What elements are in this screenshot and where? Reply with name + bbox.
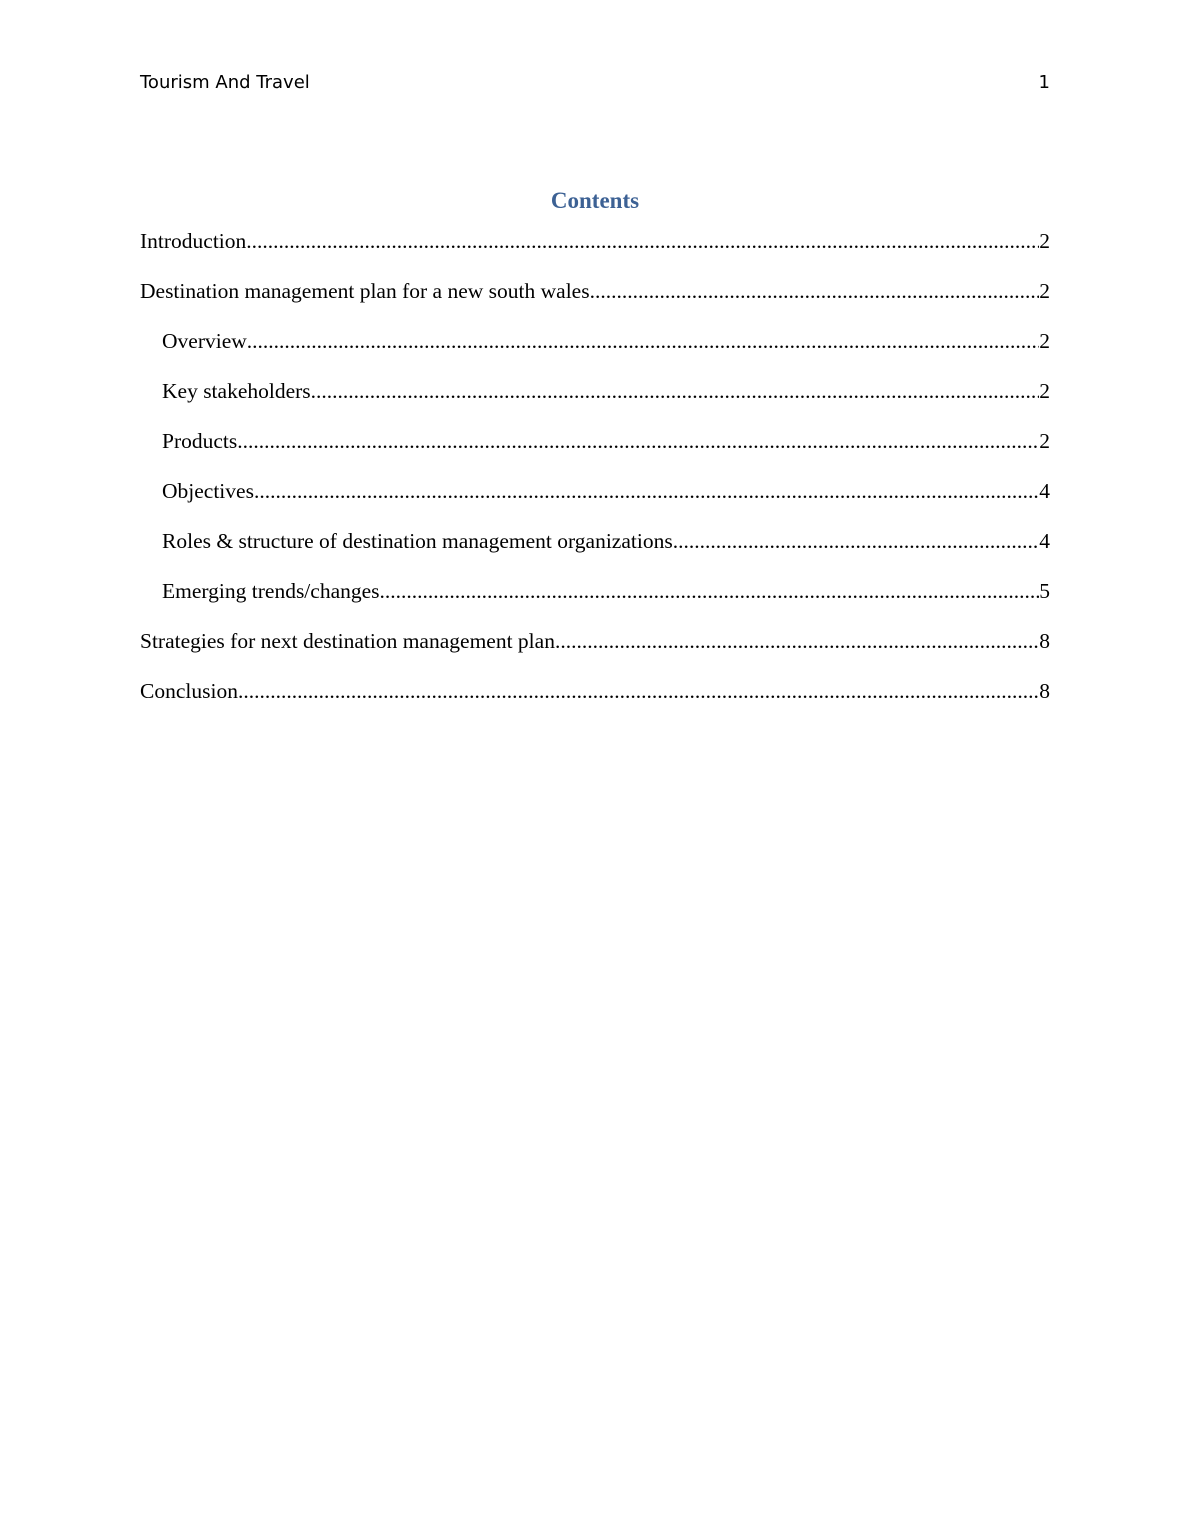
toc-entry-overview[interactable] bbox=[140, 326, 1050, 376]
toc-entry-page: 2 bbox=[1039, 429, 1050, 453]
header-page-number: 1 bbox=[1038, 72, 1050, 93]
toc-entry-emerging-trends[interactable] bbox=[140, 576, 1050, 626]
toc-entry-introduction[interactable] bbox=[140, 226, 1050, 276]
toc-entry-label: Overview bbox=[162, 329, 247, 353]
toc-entry-page: 2 bbox=[1039, 379, 1050, 403]
toc-entry-destination-management-plan[interactable] bbox=[140, 276, 1050, 326]
toc-entry-label: Emerging trends/changes bbox=[162, 579, 380, 603]
toc-dot-leader bbox=[380, 576, 1040, 606]
toc-entry-label: Key stakeholders bbox=[162, 379, 311, 403]
toc-dot-leader bbox=[246, 226, 1039, 256]
header-title: Tourism And Travel bbox=[140, 72, 310, 93]
toc-dot-leader bbox=[237, 426, 1039, 456]
toc-entry-label: Products bbox=[162, 429, 238, 453]
toc-entry-label: Objectives bbox=[162, 479, 254, 503]
toc-entry-page: 5 bbox=[1039, 579, 1050, 603]
toc-entry-page: 4 bbox=[1039, 479, 1050, 503]
toc-entry-page: 8 bbox=[1039, 679, 1050, 703]
running-header bbox=[140, 71, 1050, 95]
toc-dot-leader bbox=[247, 326, 1039, 356]
toc-entry-page: 2 bbox=[1039, 279, 1050, 303]
toc-entry-page: 4 bbox=[1039, 529, 1050, 553]
toc-entry-strategies[interactable] bbox=[140, 626, 1050, 676]
toc-entry-objectives[interactable] bbox=[140, 476, 1050, 526]
toc-heading: Contents bbox=[550, 188, 640, 213]
toc-dot-leader bbox=[254, 476, 1039, 506]
toc-entry-products[interactable] bbox=[140, 426, 1050, 476]
toc-entry-page: 8 bbox=[1039, 629, 1050, 653]
toc-dot-leader bbox=[311, 376, 1040, 406]
toc-dot-leader bbox=[238, 676, 1039, 706]
toc-dot-leader bbox=[590, 276, 1040, 306]
toc-entry-label: Roles & structure of destination management organizations bbox=[162, 529, 673, 553]
toc-entry-page: 2 bbox=[1039, 329, 1050, 353]
toc-entry-roles-structure[interactable] bbox=[140, 526, 1050, 576]
toc-entry-page: 2 bbox=[1039, 229, 1050, 253]
toc-entry-key-stakeholders[interactable] bbox=[140, 376, 1050, 426]
toc-entry-label: Introduction bbox=[140, 229, 247, 253]
toc-entry-label: Destination management plan for a new south wales bbox=[140, 279, 590, 303]
toc-entry-label: Conclusion bbox=[140, 679, 238, 703]
toc-entry-label: Strategies for next destination management plan bbox=[140, 629, 555, 653]
toc-dot-leader bbox=[673, 526, 1040, 556]
toc-dot-leader bbox=[555, 626, 1039, 656]
table-of-contents bbox=[140, 226, 1050, 726]
toc-entry-conclusion[interactable] bbox=[140, 676, 1050, 726]
